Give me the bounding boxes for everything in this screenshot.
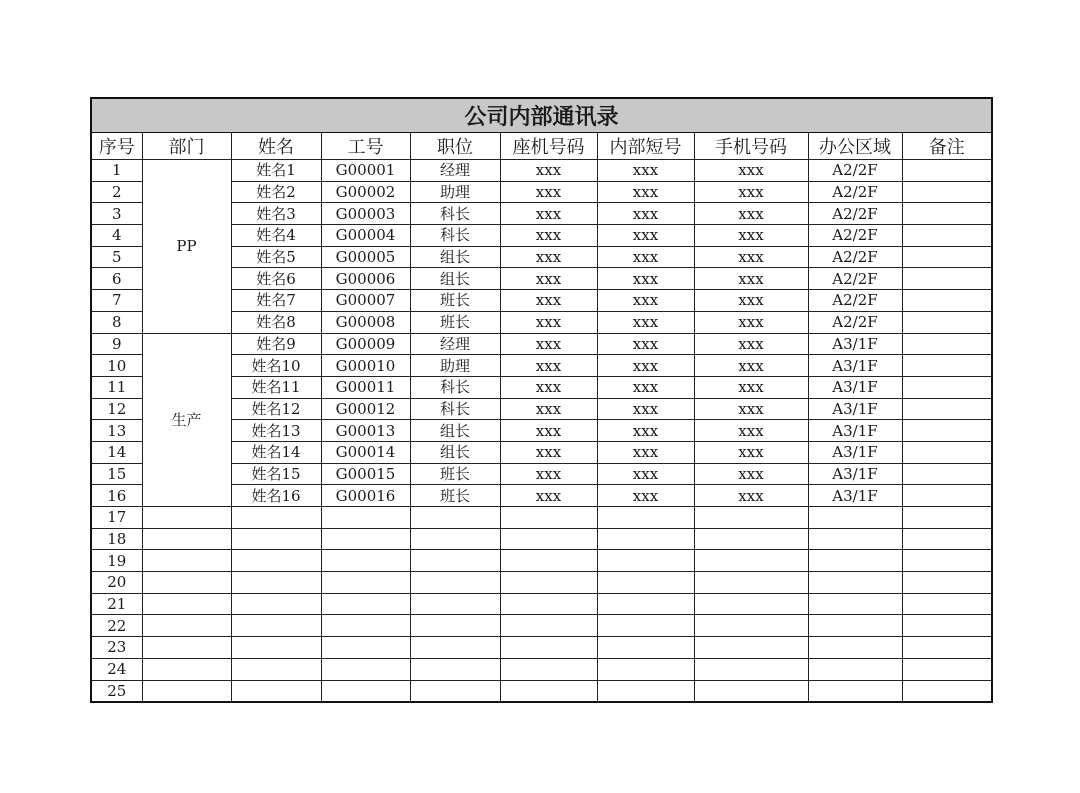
cell-employee-id[interactable]: G00007 <box>321 290 410 312</box>
cell-office-area[interactable]: A2/2F <box>808 203 902 225</box>
cell-office-area[interactable] <box>808 593 902 615</box>
cell-office-area[interactable]: A3/1F <box>808 485 902 507</box>
cell-position[interactable]: 班长 <box>410 463 500 485</box>
cell-employee-id[interactable]: G00009 <box>321 333 410 355</box>
cell-short-number[interactable] <box>597 572 694 594</box>
table-row <box>91 615 992 637</box>
cell-landline[interactable]: xxx <box>500 376 597 398</box>
header-cell-short-number[interactable]: 内部短号 <box>597 133 694 160</box>
header-cell-mobile[interactable]: 手机号码 <box>694 133 808 160</box>
cell-office-area[interactable]: A2/2F <box>808 181 902 203</box>
cell-note[interactable] <box>902 160 992 182</box>
cell-note[interactable] <box>902 615 992 637</box>
table-row <box>91 593 992 615</box>
cell-seq[interactable]: 8 <box>91 311 142 333</box>
cell-office-area[interactable]: A2/2F <box>808 160 902 182</box>
cell-position[interactable] <box>410 593 500 615</box>
cell-landline[interactable]: xxx <box>500 420 597 442</box>
cell-name[interactable]: 姓名12 <box>231 398 321 420</box>
cell-office-area[interactable]: A3/1F <box>808 333 902 355</box>
cell-seq[interactable]: 24 <box>91 658 142 680</box>
cell-seq[interactable]: 21 <box>91 593 142 615</box>
cell-short-number[interactable]: xxx <box>597 376 694 398</box>
cell-mobile[interactable] <box>694 593 808 615</box>
cell-note[interactable] <box>902 528 992 550</box>
cell-name[interactable]: 姓名11 <box>231 376 321 398</box>
cell-department[interactable] <box>142 550 231 572</box>
header-cell-name[interactable]: 姓名 <box>231 133 321 160</box>
cell-office-area[interactable] <box>808 528 902 550</box>
cell-seq[interactable]: 19 <box>91 550 142 572</box>
cell-note[interactable] <box>902 680 992 702</box>
cell-seq[interactable]: 5 <box>91 246 142 268</box>
cell-mobile[interactable]: xxx <box>694 160 808 182</box>
cell-note[interactable] <box>902 637 992 659</box>
cell-short-number[interactable] <box>597 507 694 529</box>
cell-note[interactable] <box>902 572 992 594</box>
cell-department[interactable] <box>142 507 231 529</box>
cell-name[interactable]: 姓名10 <box>231 355 321 377</box>
cell-position[interactable]: 科长 <box>410 376 500 398</box>
cell-landline[interactable] <box>500 615 597 637</box>
cell-position[interactable]: 组长 <box>410 420 500 442</box>
cell-name[interactable]: 姓名2 <box>231 181 321 203</box>
cell-office-area[interactable] <box>808 615 902 637</box>
cell-seq[interactable]: 11 <box>91 376 142 398</box>
cell-seq[interactable]: 13 <box>91 420 142 442</box>
cell-landline[interactable] <box>500 637 597 659</box>
cell-mobile[interactable]: xxx <box>694 290 808 312</box>
cell-position[interactable] <box>410 637 500 659</box>
cell-name[interactable]: 姓名9 <box>231 333 321 355</box>
cell-short-number[interactable] <box>597 637 694 659</box>
cell-mobile[interactable]: xxx <box>694 246 808 268</box>
cell-position[interactable] <box>410 507 500 529</box>
cell-mobile[interactable]: xxx <box>694 225 808 247</box>
cell-landline[interactable]: xxx <box>500 311 597 333</box>
cell-employee-id[interactable] <box>321 593 410 615</box>
cell-employee-id[interactable] <box>321 507 410 529</box>
cell-employee-id[interactable]: G00016 <box>321 485 410 507</box>
cell-department[interactable] <box>142 572 231 594</box>
header-cell-employee-id[interactable]: 工号 <box>321 133 410 160</box>
cell-employee-id[interactable]: G00002 <box>321 181 410 203</box>
cell-mobile[interactable]: xxx <box>694 203 808 225</box>
cell-seq[interactable]: 6 <box>91 268 142 290</box>
cell-mobile[interactable]: xxx <box>694 181 808 203</box>
cell-employee-id[interactable] <box>321 615 410 637</box>
cell-position[interactable]: 助理 <box>410 355 500 377</box>
cell-note[interactable] <box>902 593 992 615</box>
cell-seq[interactable]: 3 <box>91 203 142 225</box>
cell-mobile[interactable]: xxx <box>694 441 808 463</box>
cell-short-number[interactable]: xxx <box>597 160 694 182</box>
cell-name[interactable]: 姓名7 <box>231 290 321 312</box>
cell-name[interactable]: 姓名6 <box>231 268 321 290</box>
cell-name[interactable]: 姓名5 <box>231 246 321 268</box>
cell-mobile[interactable]: xxx <box>694 333 808 355</box>
cell-mobile[interactable] <box>694 658 808 680</box>
cell-office-area[interactable]: A3/1F <box>808 355 902 377</box>
cell-landline[interactable] <box>500 550 597 572</box>
cell-short-number[interactable]: xxx <box>597 441 694 463</box>
cell-position[interactable]: 组长 <box>410 441 500 463</box>
cell-landline[interactable]: xxx <box>500 333 597 355</box>
header-cell-note[interactable]: 备注 <box>902 133 992 160</box>
cell-office-area[interactable] <box>808 507 902 529</box>
cell-employee-id[interactable]: G00001 <box>321 160 410 182</box>
cell-office-area[interactable]: A3/1F <box>808 398 902 420</box>
cell-landline[interactable] <box>500 572 597 594</box>
cell-short-number[interactable]: xxx <box>597 225 694 247</box>
cell-office-area[interactable] <box>808 680 902 702</box>
cell-mobile[interactable] <box>694 550 808 572</box>
cell-name[interactable] <box>231 507 321 529</box>
cell-landline[interactable]: xxx <box>500 268 597 290</box>
cell-seq[interactable]: 17 <box>91 507 142 529</box>
cell-office-area[interactable] <box>808 658 902 680</box>
cell-seq[interactable]: 20 <box>91 572 142 594</box>
cell-position[interactable] <box>410 615 500 637</box>
cell-department[interactable] <box>142 615 231 637</box>
cell-note[interactable] <box>902 398 992 420</box>
cell-seq[interactable]: 12 <box>91 398 142 420</box>
cell-note[interactable] <box>902 311 992 333</box>
cell-office-area[interactable]: A3/1F <box>808 441 902 463</box>
cell-short-number[interactable] <box>597 593 694 615</box>
cell-seq[interactable]: 22 <box>91 615 142 637</box>
cell-note[interactable] <box>902 203 992 225</box>
cell-name[interactable] <box>231 680 321 702</box>
cell-office-area[interactable]: A3/1F <box>808 463 902 485</box>
cell-note[interactable] <box>902 463 992 485</box>
cell-mobile[interactable]: xxx <box>694 463 808 485</box>
cell-short-number[interactable]: xxx <box>597 268 694 290</box>
cell-seq[interactable]: 25 <box>91 680 142 702</box>
cell-mobile[interactable]: xxx <box>694 485 808 507</box>
cell-employee-id[interactable]: G00010 <box>321 355 410 377</box>
cell-mobile[interactable]: xxx <box>694 376 808 398</box>
cell-landline[interactable]: xxx <box>500 463 597 485</box>
cell-position[interactable] <box>410 528 500 550</box>
cell-short-number[interactable]: xxx <box>597 420 694 442</box>
cell-landline[interactable]: xxx <box>500 203 597 225</box>
sheet-title[interactable]: 公司内部通讯录 <box>91 98 992 133</box>
cell-landline[interactable]: xxx <box>500 246 597 268</box>
cell-note[interactable] <box>902 225 992 247</box>
cell-short-number[interactable]: xxx <box>597 290 694 312</box>
cell-office-area[interactable]: A3/1F <box>808 376 902 398</box>
cell-employee-id[interactable] <box>321 680 410 702</box>
cell-employee-id[interactable] <box>321 572 410 594</box>
cell-position[interactable]: 经理 <box>410 333 500 355</box>
cell-office-area[interactable]: A2/2F <box>808 246 902 268</box>
cell-department[interactable] <box>142 658 231 680</box>
cell-seq[interactable]: 2 <box>91 181 142 203</box>
cell-short-number[interactable] <box>597 658 694 680</box>
cell-name[interactable]: 姓名1 <box>231 160 321 182</box>
cell-name[interactable] <box>231 593 321 615</box>
cell-employee-id[interactable]: G00015 <box>321 463 410 485</box>
cell-position[interactable]: 科长 <box>410 203 500 225</box>
cell-name[interactable]: 姓名3 <box>231 203 321 225</box>
cell-employee-id[interactable]: G00003 <box>321 203 410 225</box>
cell-office-area[interactable] <box>808 637 902 659</box>
cell-mobile[interactable] <box>694 615 808 637</box>
cell-seq[interactable]: 15 <box>91 463 142 485</box>
cell-landline[interactable]: xxx <box>500 441 597 463</box>
cell-mobile[interactable]: xxx <box>694 420 808 442</box>
cell-seq[interactable]: 23 <box>91 637 142 659</box>
cell-mobile[interactable] <box>694 507 808 529</box>
cell-position[interactable] <box>410 550 500 572</box>
cell-department[interactable] <box>142 593 231 615</box>
cell-employee-id[interactable]: G00006 <box>321 268 410 290</box>
header-cell-position[interactable]: 职位 <box>410 133 500 160</box>
cell-note[interactable] <box>902 485 992 507</box>
cell-landline[interactable]: xxx <box>500 485 597 507</box>
cell-office-area[interactable] <box>808 572 902 594</box>
cell-landline[interactable] <box>500 507 597 529</box>
cell-position[interactable]: 班长 <box>410 290 500 312</box>
cell-position[interactable] <box>410 680 500 702</box>
table-row <box>91 680 992 702</box>
cell-seq[interactable]: 14 <box>91 441 142 463</box>
cell-seq[interactable]: 4 <box>91 225 142 247</box>
cell-name[interactable]: 姓名15 <box>231 463 321 485</box>
cell-short-number[interactable]: xxx <box>597 333 694 355</box>
cell-name[interactable] <box>231 615 321 637</box>
cell-employee-id[interactable]: G00011 <box>321 376 410 398</box>
cell-note[interactable] <box>902 441 992 463</box>
cell-mobile[interactable]: xxx <box>694 268 808 290</box>
cell-seq[interactable]: 16 <box>91 485 142 507</box>
cell-landline[interactable]: xxx <box>500 355 597 377</box>
cell-name[interactable]: 姓名14 <box>231 441 321 463</box>
cell-department[interactable] <box>142 680 231 702</box>
cell-note[interactable] <box>902 658 992 680</box>
cell-short-number[interactable]: xxx <box>597 463 694 485</box>
cell-landline[interactable] <box>500 680 597 702</box>
cell-note[interactable] <box>902 550 992 572</box>
cell-mobile[interactable] <box>694 680 808 702</box>
cell-landline[interactable]: xxx <box>500 225 597 247</box>
table-row <box>91 528 992 550</box>
cell-position[interactable] <box>410 658 500 680</box>
cell-employee-id[interactable]: G00012 <box>321 398 410 420</box>
cell-employee-id[interactable] <box>321 528 410 550</box>
cell-name[interactable] <box>231 572 321 594</box>
cell-office-area[interactable]: A2/2F <box>808 268 902 290</box>
cell-office-area[interactable]: A2/2F <box>808 311 902 333</box>
cell-short-number[interactable] <box>597 550 694 572</box>
cell-employee-id[interactable]: G00008 <box>321 311 410 333</box>
table-body <box>91 160 992 703</box>
cell-name[interactable] <box>231 658 321 680</box>
cell-position[interactable]: 科长 <box>410 398 500 420</box>
cell-employee-id[interactable]: G00014 <box>321 441 410 463</box>
cell-short-number[interactable] <box>597 528 694 550</box>
cell-short-number[interactable]: xxx <box>597 246 694 268</box>
cell-note[interactable] <box>902 355 992 377</box>
cell-note[interactable] <box>902 268 992 290</box>
cell-employee-id[interactable] <box>321 637 410 659</box>
cell-mobile[interactable]: xxx <box>694 311 808 333</box>
table-row <box>91 572 992 594</box>
cell-mobile[interactable]: xxx <box>694 355 808 377</box>
cell-position[interactable]: 经理 <box>410 160 500 182</box>
cell-name[interactable]: 姓名13 <box>231 420 321 442</box>
cell-office-area[interactable]: A3/1F <box>808 420 902 442</box>
cell-landline[interactable] <box>500 658 597 680</box>
cell-short-number[interactable]: xxx <box>597 398 694 420</box>
cell-employee-id[interactable]: G00004 <box>321 225 410 247</box>
table-row <box>91 637 992 659</box>
header-cell-landline[interactable]: 座机号码 <box>500 133 597 160</box>
table-row <box>91 550 992 572</box>
cell-landline[interactable] <box>500 528 597 550</box>
cell-office-area[interactable]: A2/2F <box>808 225 902 247</box>
cell-name[interactable] <box>231 528 321 550</box>
cell-short-number[interactable]: xxx <box>597 485 694 507</box>
cell-seq[interactable]: 7 <box>91 290 142 312</box>
cell-department[interactable] <box>142 528 231 550</box>
cell-note[interactable] <box>902 420 992 442</box>
cell-office-area[interactable]: A2/2F <box>808 290 902 312</box>
cell-landline[interactable]: xxx <box>500 398 597 420</box>
cell-office-area[interactable] <box>808 550 902 572</box>
contact-directory-table <box>90 97 993 703</box>
table-row <box>91 160 992 182</box>
header-cell-department[interactable]: 部门 <box>142 133 231 160</box>
cell-landline[interactable] <box>500 593 597 615</box>
cell-note[interactable] <box>902 507 992 529</box>
table-row <box>91 658 992 680</box>
cell-note[interactable] <box>902 290 992 312</box>
cell-landline[interactable]: xxx <box>500 160 597 182</box>
cell-seq[interactable]: 1 <box>91 160 142 182</box>
cell-employee-id[interactable] <box>321 658 410 680</box>
cell-note[interactable] <box>902 181 992 203</box>
cell-note[interactable] <box>902 376 992 398</box>
cell-department-merged[interactable]: 生产 <box>142 333 231 507</box>
cell-mobile[interactable] <box>694 637 808 659</box>
table-row <box>91 507 992 529</box>
cell-department[interactable] <box>142 637 231 659</box>
cell-name[interactable] <box>231 550 321 572</box>
cell-short-number[interactable]: xxx <box>597 355 694 377</box>
cell-short-number[interactable] <box>597 680 694 702</box>
cell-name[interactable]: 姓名16 <box>231 485 321 507</box>
cell-short-number[interactable] <box>597 615 694 637</box>
cell-employee-id[interactable]: G00005 <box>321 246 410 268</box>
cell-landline[interactable]: xxx <box>500 181 597 203</box>
cell-mobile[interactable] <box>694 572 808 594</box>
cell-note[interactable] <box>902 333 992 355</box>
cell-seq[interactable]: 18 <box>91 528 142 550</box>
header-cell-seq[interactable]: 序号 <box>91 133 142 160</box>
cell-employee-id[interactable]: G00013 <box>321 420 410 442</box>
cell-position[interactable]: 组长 <box>410 246 500 268</box>
cell-position[interactable]: 助理 <box>410 181 500 203</box>
cell-position[interactable]: 组长 <box>410 268 500 290</box>
cell-short-number[interactable]: xxx <box>597 203 694 225</box>
cell-position[interactable]: 班长 <box>410 485 500 507</box>
cell-name[interactable] <box>231 637 321 659</box>
cell-position[interactable] <box>410 572 500 594</box>
cell-position[interactable]: 科长 <box>410 225 500 247</box>
header-cell-office-area[interactable]: 办公区域 <box>808 133 902 160</box>
cell-note[interactable] <box>902 246 992 268</box>
cell-name[interactable]: 姓名8 <box>231 311 321 333</box>
cell-mobile[interactable] <box>694 528 808 550</box>
cell-short-number[interactable]: xxx <box>597 311 694 333</box>
cell-short-number[interactable]: xxx <box>597 181 694 203</box>
cell-position[interactable]: 班长 <box>410 311 500 333</box>
cell-department-merged[interactable]: PP <box>142 160 231 334</box>
cell-landline[interactable]: xxx <box>500 290 597 312</box>
cell-seq[interactable]: 9 <box>91 333 142 355</box>
cell-seq[interactable]: 10 <box>91 355 142 377</box>
cell-mobile[interactable]: xxx <box>694 398 808 420</box>
table-row <box>91 333 992 355</box>
cell-name[interactable]: 姓名4 <box>231 225 321 247</box>
cell-employee-id[interactable] <box>321 550 410 572</box>
header-row <box>91 133 992 160</box>
